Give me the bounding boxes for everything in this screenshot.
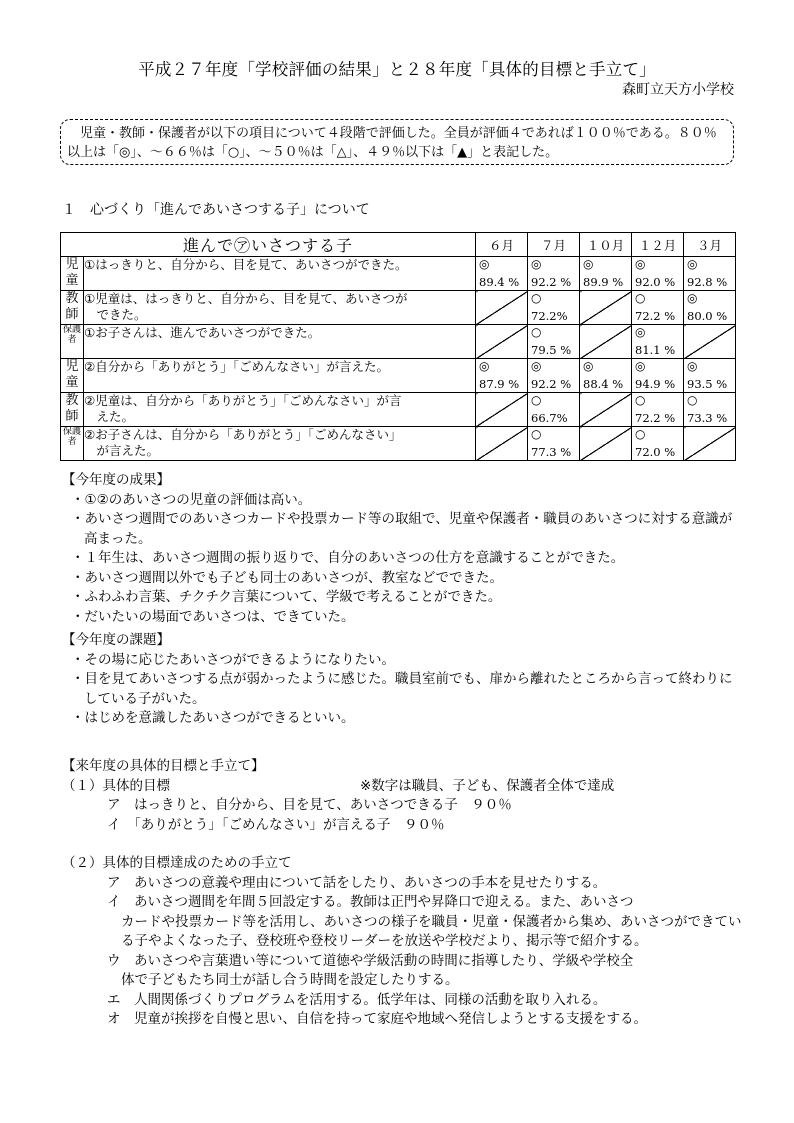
- school-name: 森町立天方小学校: [622, 82, 734, 98]
- rating-mark: ◎: [531, 257, 542, 271]
- step-text-continued: 体で子どもたち同士が話し合う時間を設定したりする。: [121, 972, 459, 988]
- rating-percent: 93.5 %: [687, 377, 728, 391]
- rating-percent: 81.1 %: [635, 343, 676, 357]
- score-cell: [684, 257, 736, 291]
- rating-mark: ◎: [635, 359, 646, 373]
- score-cell: [632, 257, 684, 291]
- rating-percent: 73.3 %: [687, 411, 728, 425]
- question-text-continued: えた。: [96, 408, 135, 424]
- table-row: [61, 393, 736, 427]
- rating-percent: 92.8 %: [687, 275, 728, 289]
- theme-header: 進んで㋐いさつする子: [61, 233, 476, 257]
- notice-text: 児童・教師・保護者が以下の項目について４段階で評価した。全員が評価４であれば１００％である。８０％以上は「◎」、～６６％は「○」、～５０％は「△」、４９％以下は「▲」と表記した。: [67, 126, 717, 160]
- score-cell: [580, 257, 632, 291]
- next-year-section: [62, 757, 742, 1030]
- step-text: ア あいさつの意義や理由について話をしたり、あいさつの手本を見せたりする。: [107, 874, 607, 891]
- list-item: ・ １年生は、あいさつ週間の振り返りで、自分のあいさつの仕方を意識することができた。: [62, 549, 738, 569]
- score-cell: [580, 359, 632, 393]
- next-heading: 【来年度の具体的目標と手立て】: [62, 758, 265, 774]
- goal-item: イ 「ありがとう」「ごめんなさい」が言える子 ９０％: [107, 816, 445, 833]
- question-text: ①児童は、はっきりと、自分から、目を見て、あいさつが: [84, 291, 408, 306]
- goal-item: ア はっきりと、自分から、目を見て、あいさつできる子 ９０％: [107, 797, 512, 813]
- rating-percent: 77.3 %: [531, 445, 572, 459]
- score-cell: [684, 291, 736, 325]
- results-heading: 【今年度の成果】: [62, 472, 170, 488]
- not-surveyed-cell: [580, 325, 632, 359]
- not-surveyed-cell: [580, 393, 632, 427]
- rating-percent: 92.2 %: [531, 377, 572, 391]
- rating-mark: ◎: [583, 257, 594, 271]
- month-header: ６月: [476, 233, 528, 257]
- rating-mark: ○: [635, 393, 646, 407]
- table-row: [61, 291, 736, 325]
- rating-percent: 72.2 %: [635, 411, 676, 425]
- list-item: ・ 目を見てあいさつする点が弱かったように感じた。職員室前でも、扉から離れたところから言って終わりにしている子がいた。: [62, 670, 738, 709]
- rating-percent: 72.2%: [531, 309, 568, 323]
- score-cell: [632, 393, 684, 427]
- question-text-continued: が言えた。: [96, 442, 160, 458]
- list-item: ・ あいさつ週間でのあいさつカードや投票カード等の取組で、児童や保護者・職員のあいさつに対する意識が高まった。: [62, 510, 738, 549]
- not-surveyed-cell: [580, 291, 632, 325]
- goals-note: ※数字は職員、子ども、保護者全体で達成: [360, 777, 615, 794]
- month-header: ３月: [684, 233, 736, 257]
- list-item: ・ ①②のあいさつの児童の評価は高い。: [62, 491, 738, 511]
- rating-percent: 92.2 %: [531, 275, 572, 289]
- rating-mark: ○: [531, 325, 542, 339]
- question-cell: [84, 393, 476, 427]
- list-item: ・ あいさつ週間以外でも子ども同士のあいさつが、教室などでできた。: [62, 569, 738, 589]
- evaluation-table: [60, 232, 736, 461]
- rating-percent: 72.2 %: [635, 309, 676, 323]
- question-cell: [84, 325, 476, 359]
- rating-percent: 80.0 %: [687, 309, 728, 323]
- rating-percent: 94.9 %: [635, 377, 676, 391]
- rating-percent: 88.4 %: [583, 377, 624, 391]
- score-cell: [476, 359, 528, 393]
- respondent-cell: 教師: [61, 291, 84, 325]
- score-cell: [632, 427, 684, 461]
- table-header-row: [61, 233, 736, 257]
- rating-percent: 89.9 %: [583, 275, 624, 289]
- section-heading: １ 心づくり「進んであいさつする子」について: [62, 202, 370, 218]
- step-text: ウ あいさつや言葉遣い等について道徳や学級活動の時間に指導したり、学級や学校全: [107, 952, 634, 969]
- rating-mark: ◎: [635, 257, 646, 271]
- list-item: ・ はじめを意識したあいさつができるといい。: [62, 709, 738, 729]
- rating-percent: 89.4 %: [479, 275, 520, 289]
- rating-mark: ○: [687, 393, 698, 407]
- rating-mark: ○: [531, 291, 542, 305]
- rating-mark: ◎: [687, 291, 698, 305]
- step-item: [62, 991, 742, 1011]
- table-row: [61, 257, 736, 291]
- question-cell: [84, 291, 476, 325]
- rating-percent: 72.0 %: [635, 445, 676, 459]
- question-text: ①はっきりと、自分から、目を見て、あいさつができた。: [84, 257, 408, 272]
- table-row: [61, 427, 736, 461]
- score-cell: [684, 393, 736, 427]
- rating-mark: ○: [531, 393, 542, 407]
- score-cell: [684, 359, 736, 393]
- list-item: ・ ふわふわ言葉、チクチク言葉について、学級で考えることができた。: [62, 588, 738, 608]
- score-cell: [528, 427, 580, 461]
- question-text: ②お子さんは、自分から「ありがとう」「ごめんなさい」: [84, 427, 402, 442]
- list-item: ・ その場に応じたあいさつができるようになりたい。: [62, 651, 738, 671]
- rating-mark: ◎: [635, 325, 646, 339]
- rating-percent: 66.7%: [531, 411, 568, 425]
- not-surveyed-cell: [684, 325, 736, 359]
- issues-section: [62, 631, 738, 729]
- rating-mark: ◎: [583, 359, 594, 373]
- score-cell: [528, 257, 580, 291]
- issues-heading: 【今年度の課題】: [62, 632, 170, 648]
- question-cell: [84, 257, 476, 291]
- respondent-cell: 保護者: [61, 427, 84, 461]
- respondent-cell: 児童: [61, 257, 84, 291]
- not-surveyed-cell: [580, 427, 632, 461]
- score-cell: [632, 325, 684, 359]
- not-surveyed-cell: [476, 427, 528, 461]
- step-text: エ 人間関係づくりプログラムを活用する。低学年は、同様の活動を取り入れる。: [107, 991, 607, 1008]
- rating-mark: ◎: [479, 359, 490, 373]
- question-text: ②児童は、自分から「ありがとう」「ごめんなさい」が言: [84, 393, 402, 408]
- question-text: ②自分から「ありがとう」「ごめんなさい」が言えた。: [84, 359, 389, 374]
- question-cell: [84, 359, 476, 393]
- rating-percent: 87.9 %: [479, 377, 520, 391]
- question-cell: [84, 427, 476, 461]
- step-item: [62, 952, 742, 991]
- rating-mark: ◎: [687, 257, 698, 271]
- month-header: １０月: [580, 233, 632, 257]
- list-item: ・ だいたいの場面であいさつは、できていた。: [62, 608, 738, 628]
- month-header: ７月: [528, 233, 580, 257]
- evaluation-notice-box: [60, 119, 734, 165]
- score-cell: [632, 291, 684, 325]
- rating-mark: ◎: [479, 257, 490, 271]
- respondent-cell: 教師: [61, 393, 84, 427]
- not-surveyed-cell: [476, 325, 528, 359]
- goals-heading: （１）具体的目標: [62, 777, 170, 794]
- table-row: [61, 359, 736, 393]
- rating-mark: ◎: [687, 359, 698, 373]
- steps-heading: （２）具体的目標達成のための手立て: [62, 855, 292, 871]
- table-row: [61, 325, 736, 359]
- month-header: １２月: [632, 233, 684, 257]
- respondent-cell: 保護者: [61, 325, 84, 359]
- step-item: [62, 893, 742, 952]
- score-cell: [528, 291, 580, 325]
- page-title: 平成２７年度「学校評価の結果」と２８年度「具体的目標と手立て」: [138, 60, 656, 79]
- step-text-continued: カードや投票カード等を活用し、あいさつの様子を職員・児童・保護者から集め、あいさつができている子やよくなった子、登校班や登校リーダーを放送や学校だより、掲示等で紹介する。: [121, 913, 742, 949]
- not-surveyed-cell: [684, 427, 736, 461]
- respondent-cell: 児童: [61, 359, 84, 393]
- score-cell: [528, 393, 580, 427]
- not-surveyed-cell: [476, 393, 528, 427]
- score-cell: [476, 257, 528, 291]
- rating-mark: ○: [531, 427, 542, 441]
- score-cell: [528, 359, 580, 393]
- step-item: [62, 874, 742, 894]
- question-text: ①お子さんは、進んであいさつができた。: [84, 325, 321, 340]
- results-section: [62, 471, 738, 627]
- rating-mark: ○: [635, 291, 646, 305]
- rating-percent: 79.5 %: [531, 343, 572, 357]
- step-text: オ 児童が挨拶を自慢と思い、自信を持って家庭や地域へ発信しようとする支援をする。: [107, 1011, 647, 1027]
- step-text: イ あいさつ週間を年間５回設定する。教師は正門や昇降口で迎える。また、あいさつ: [107, 894, 634, 910]
- question-text-continued: できた。: [96, 306, 147, 322]
- not-surveyed-cell: [476, 291, 528, 325]
- rating-percent: 92.0 %: [635, 275, 676, 289]
- rating-mark: ◎: [531, 359, 542, 373]
- score-cell: [632, 359, 684, 393]
- step-item: [62, 1010, 742, 1030]
- score-cell: [528, 325, 580, 359]
- rating-mark: ○: [635, 427, 646, 441]
